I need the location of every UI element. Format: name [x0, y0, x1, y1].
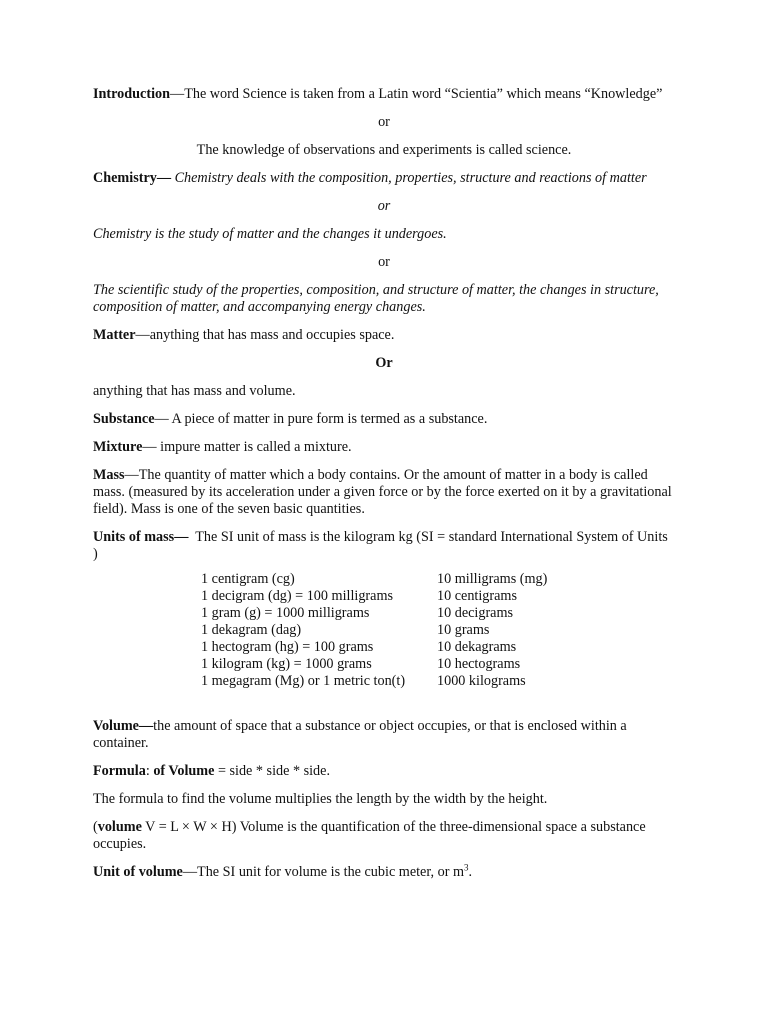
unit-of-volume-term: Unit of volume [93, 864, 183, 880]
or-separator-bold [93, 355, 675, 372]
formula-description: The formula to find the volume multiplies the length by the width by the height. [93, 791, 548, 807]
volume-formula-term: volume [97, 819, 142, 835]
mass-paragraph [93, 467, 675, 518]
mass-unit-equivalent: 10 dekagrams [437, 639, 517, 655]
mass-unit-name: 1 kilogram (kg) = 1000 grams [201, 656, 372, 672]
chemistry-text: Chemistry deals with the composition, properties, structure and reactions of matter [171, 170, 647, 186]
mass-unit-equivalent: 10 centigrams [437, 588, 517, 604]
substance-paragraph [93, 411, 675, 428]
mass-unit-equivalent: 1000 kilograms [437, 673, 526, 689]
mass-unit-name: 1 megagram (Mg) or 1 metric ton(t) [201, 673, 406, 689]
volume-paragraph [93, 718, 675, 752]
mass-unit-row [201, 656, 547, 673]
mass-unit-name: 1 dekagram (dag) [201, 622, 302, 638]
unit-of-volume-end: . [468, 864, 473, 880]
mass-unit-name: 1 gram (g) = 1000 milligrams [201, 605, 370, 621]
volume-formula-text: V = L × W × H) Volume is the quantification of the three-dimensional space a substance occupies. [93, 819, 646, 852]
matter-paragraph [93, 327, 675, 344]
mixture-term: Mixture [93, 439, 143, 455]
formula-paragraph [93, 763, 675, 780]
mass-unit-row [201, 571, 547, 588]
chemistry-alt-definition: Chemistry is the study of matter and the changes it undergoes. [93, 226, 447, 242]
substance-term: Substance [93, 411, 155, 427]
chemistry-alt-definition-2: The scientific study of the properties, composition, and structure of matter, the changes in structure, composition of matter, and accompanying energy changes. [93, 282, 659, 315]
formula-text: = side * side * side. [214, 763, 330, 779]
mass-text: —The quantity of matter which a body contains. Or the amount of matter in a body is called mass. (measured by its acceleration under a given force or by the force exerted on it by a gravitational field). Mass is one of the seven basic quantities. [93, 467, 672, 517]
intro-paragraph [93, 86, 675, 103]
mass-unit-row [201, 673, 547, 690]
mass-unit-row [201, 639, 547, 656]
matter-text: —anything that has mass and occupies space. [135, 327, 395, 343]
mass-unit-row [201, 605, 547, 622]
science-definition: The knowledge of observations and experiments is called science. [196, 142, 572, 158]
mass-units-table [201, 571, 547, 690]
mass-unit-name: 1 decigram (dg) = 100 milligrams [201, 588, 394, 604]
units-of-mass-term: Units of mass— [93, 529, 189, 545]
or-separator-1: or [378, 114, 390, 130]
unit-of-volume-text: —The SI unit for volume is the cubic meter, or m [182, 864, 465, 880]
units-of-mass-text: The SI unit of mass is the kilogram kg (SI = standard International System of Units ) [93, 529, 672, 562]
chemistry-paragraph [93, 170, 675, 187]
chemistry-term: Chemistry— [93, 170, 172, 186]
mixture-paragraph [93, 439, 675, 456]
mass-unit-row [201, 588, 547, 605]
unit-of-volume-superscript: 3 [464, 862, 469, 873]
volume-formula-paragraph [93, 819, 675, 853]
unit-of-volume-paragraph [93, 864, 675, 881]
volume-formula-open: ( [93, 819, 98, 835]
or-separator-3: or [378, 254, 390, 270]
mass-units-body [201, 571, 547, 690]
intro-term: Introduction [93, 86, 170, 102]
mass-unit-equivalent: 10 grams [437, 622, 490, 638]
formula-separator: : [145, 763, 154, 779]
matter-alt-definition: anything that has mass and volume. [93, 383, 296, 399]
units-of-mass-paragraph [93, 529, 675, 563]
substance-text: — A piece of matter in pure form is termed as a substance. [154, 411, 488, 427]
or-separator-2: or [377, 198, 391, 214]
volume-term: Volume— [93, 718, 154, 734]
mass-unit-name: 1 hectogram (hg) = 100 grams [201, 639, 374, 655]
mass-unit-equivalent: 10 milligrams (mg) [437, 571, 548, 587]
mixture-text: — impure matter is called a mixture. [142, 439, 352, 455]
mass-unit-equivalent: 10 hectograms [437, 656, 521, 672]
mass-unit-equivalent: 10 decigrams [437, 605, 514, 621]
formula-term: Formula [93, 763, 146, 779]
mass-unit-name: 1 centigram (cg) [201, 571, 295, 587]
mass-term: Mass [93, 467, 125, 483]
mass-unit-row [201, 622, 547, 639]
formula-of-volume-term: of Volume [153, 763, 215, 779]
intro-text: —The word Science is taken from a Latin word “Scientia” which means “Knowledge” [170, 86, 663, 102]
volume-text: the amount of space that a substance or object occupies, or that is enclosed within a container. [93, 718, 627, 751]
matter-term: Matter [93, 327, 136, 343]
or-bold-text: Or [375, 355, 393, 371]
